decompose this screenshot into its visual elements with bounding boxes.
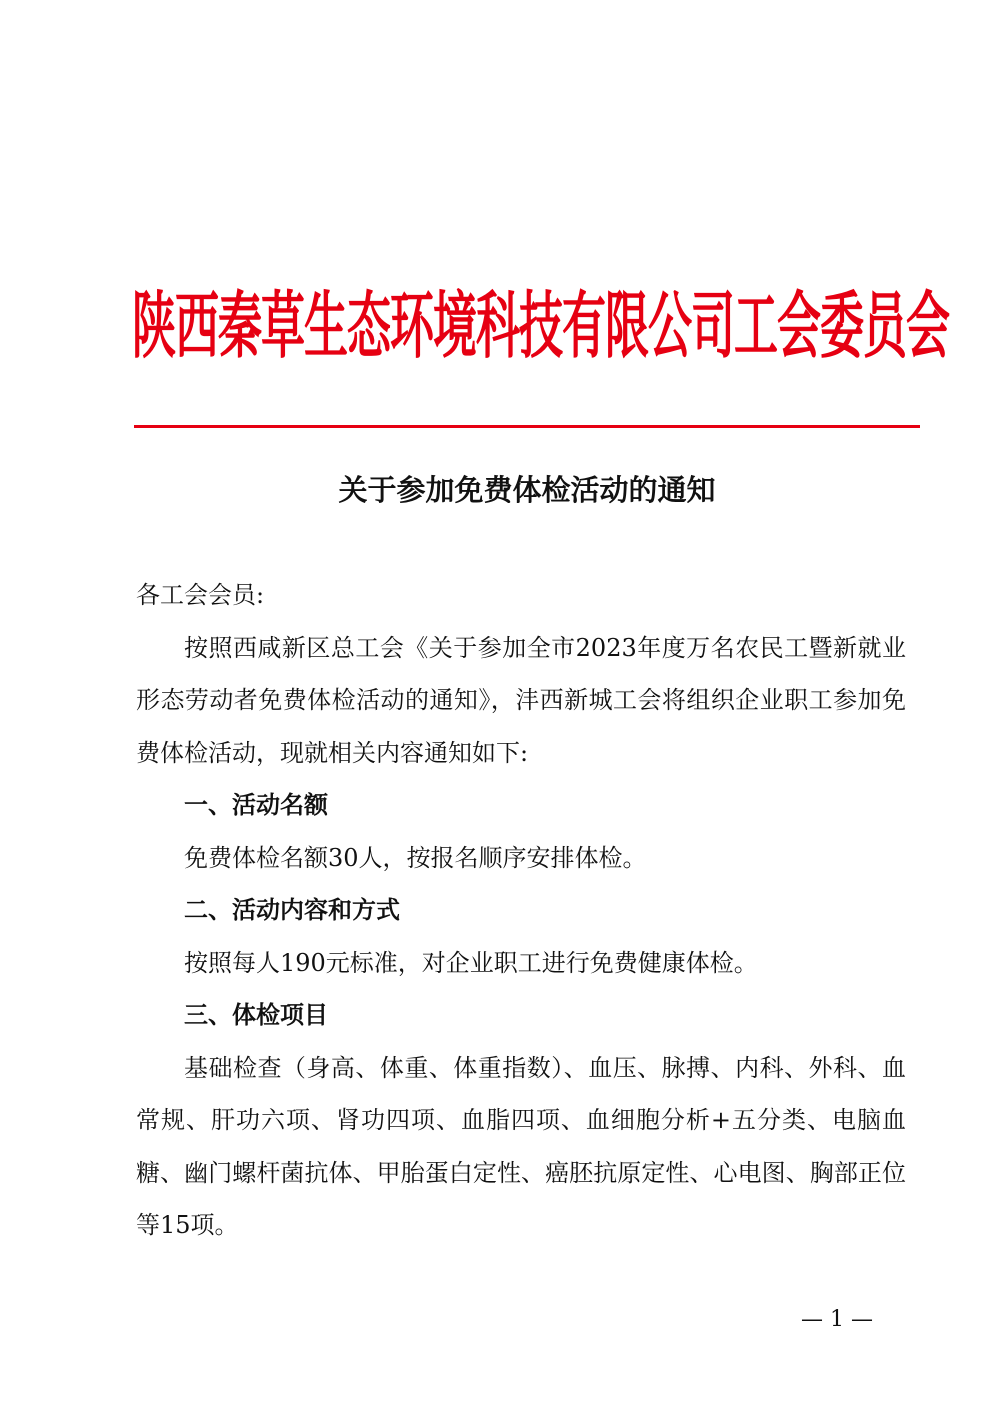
page-number: — 1 — xyxy=(801,1307,873,1332)
salutation: 各工会会员: xyxy=(136,581,265,609)
section-heading-content-method: 二、活动内容和方式 xyxy=(184,896,400,924)
section-heading-quota: 一、活动名额 xyxy=(184,791,328,819)
section-body-quota: 免费体检名额30人，按报名顺序安排体检。 xyxy=(184,843,647,872)
section-body-content-method: 按照每人190元标准，对企业职工进行免费健康体检。 xyxy=(184,948,758,977)
notice-body xyxy=(136,569,906,1252)
notice-title: 关于参加免费体检活动的通知 xyxy=(338,473,716,507)
letterhead-org-name: 陕西秦草生态环境科技有限公司工会委员会 xyxy=(132,285,949,370)
section-body-exam-items: 基础检查（身高、体重、体重指数）、血压、脉搏、内科、外科、血常规、肝功六项、肾功四项、血脂四项、血细胞分析+五分类、电脑血糖、幽门螺杆菌抗体、甲胎蛋白定性、癌胚抗原定性、心电图、胸部正位等15项。 xyxy=(136,1053,906,1239)
letterhead-red-rule xyxy=(134,425,920,428)
intro-paragraph: 按照西咸新区总工会《关于参加全市2023年度万名农民工暨新就业形态劳动者免费体检活动的通知》，沣西新城工会将组织企业职工参加免费体检活动，现就相关内容通知如下: xyxy=(136,633,906,767)
section-heading-exam-items: 三、体检项目 xyxy=(184,1001,328,1029)
